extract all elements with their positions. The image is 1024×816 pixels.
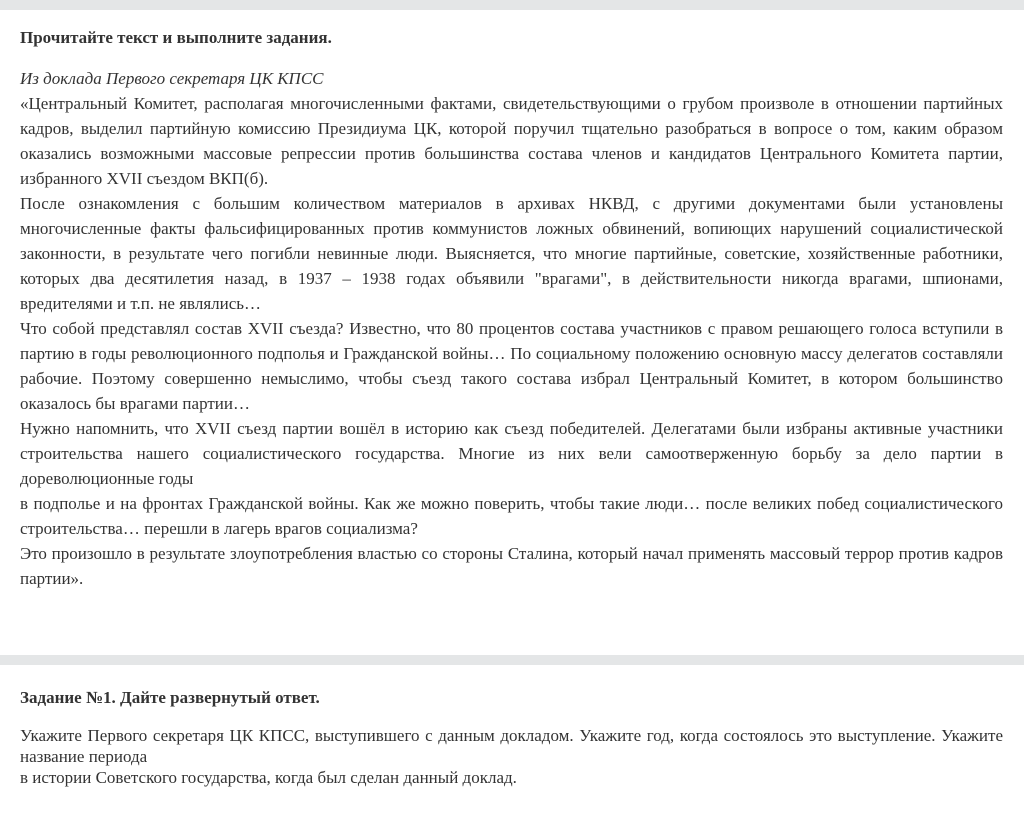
task-text: Укажите Первого секретаря ЦК КПСС, выступившего с данным докладом. Укажите год, когда состоялось это выступление. Укажите название периода [20, 726, 1003, 766]
text-paragraph: Что собой представлял состав XVII съезда? Известно, что 80 процентов состава участников с правом решающего голоса вступили в партию в годы революционного подполья и Гражданской войны… По социальному положению основную массу делегатов составляли рабочие. Поэтому совершенно немыслимо, чтобы съезд такого состава избрал Центральный Комитет, в котором большинство оказалось бы врагами партии… [20, 319, 1003, 413]
text-paragraph: Нужно напомнить, что XVII съезд партии вошёл в историю как съезд победителей. Делегатами были избраны активные участники строительства нашего социалистического государства. Многие из них вели самоотверженную борьбу за дело партии в дореволюционные годы [20, 419, 1003, 488]
source-caption: Из доклада Первого секретаря ЦК КПСС [20, 69, 324, 88]
task-card [0, 665, 1024, 816]
instruction-heading: Прочитайте текст и выполните задания. [20, 28, 332, 47]
text-paragraph: После ознакомления с большим количеством материалов в архивах НКВД, с другими документами были установлены многочисленные факты фальсифицированных против коммунистов ложных обвинений, вопиющих нарушений социалистической законности, в результате чего погибли невинные люди. Выясняется, что многие партийные, советские, хозяйственные работники, которых два десятилетия назад, в 1937 – 1938 годах объявили "врагами", в действительности никогда врагами, шпионами, вредителями и т.п. не являлись… [20, 194, 1003, 313]
text-paragraph: в подполье и на фронтах Гражданской войны. Как же можно поверить, чтобы такие люди… после великих побед социалистического строительства… перешли в лагерь врагов социализма? [20, 494, 1003, 538]
task-text-continued: в истории Советского государства, когда был сделан данный доклад. [20, 768, 517, 787]
task-heading: Задание №1. Дайте развернутый ответ. [20, 688, 320, 707]
section-divider [0, 655, 1024, 665]
source-text-card [0, 10, 1024, 655]
top-band [0, 0, 1024, 10]
text-paragraph: Это произошло в результате злоупотребления властью со стороны Сталина, который начал применять массовый террор против кадров партии». [20, 544, 1003, 588]
text-paragraph: «Центральный Комитет, располагая многочисленными фактами, свидетельствующими о грубом произволе в отношении партийных кадров, выделил партийную комиссию Президиума ЦК, которой поручил тщательно разобраться в вопросе о том, каким образом оказались возможными массовые репрессии против большинства состава членов и кандидатов Центрального Комитета партии, избранного XVII съездом ВКП(б). [20, 94, 1003, 188]
